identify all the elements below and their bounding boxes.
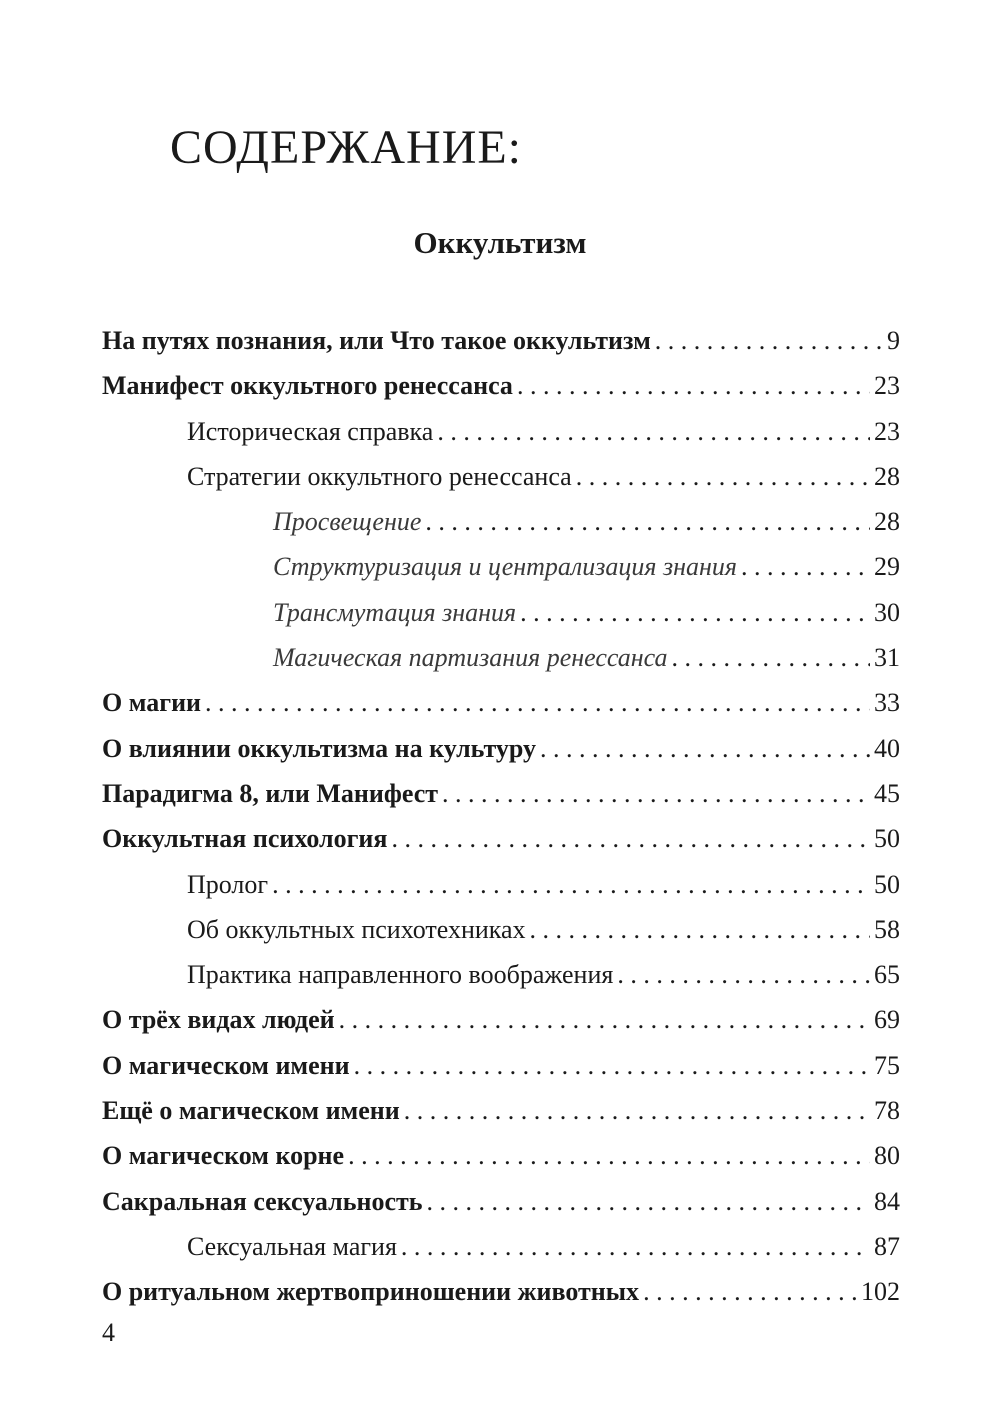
toc-entry-page: 45 [874, 778, 900, 808]
dot-leader [651, 318, 883, 363]
dot-leader [350, 1043, 870, 1088]
toc-entry-page: 102 [861, 1277, 900, 1307]
toc-entry-title: На путях познания, или Что такое оккультизм [102, 326, 651, 355]
toc-entry-page: 65 [874, 960, 900, 990]
page-title: СОДЕРЖАНИЕ: [170, 121, 523, 174]
toc-entry [102, 590, 900, 635]
toc-entry [102, 454, 900, 499]
toc-entry [102, 952, 900, 997]
toc-entry-title: О влиянии оккультизма на культуру [102, 733, 536, 763]
toc-entry [102, 409, 900, 454]
dot-leader [536, 726, 870, 771]
dot-leader [268, 862, 870, 907]
toc-entry [102, 1224, 900, 1269]
dot-leader [421, 499, 870, 544]
toc-entry-title: Сакральная сексуальность [102, 1186, 423, 1216]
dot-leader [668, 635, 870, 680]
toc-entry-title: Об оккультных психотехниках [187, 914, 526, 944]
dot-leader [201, 680, 870, 725]
toc-entry [102, 1179, 900, 1224]
toc-entry-page: 84 [874, 1186, 900, 1216]
toc-entry-page: 29 [874, 552, 900, 582]
toc-entry-title: Трансмутация знания [273, 597, 517, 627]
toc-entry-page: 30 [874, 597, 900, 627]
toc-entry [102, 997, 900, 1042]
toc-entry-title: Историческая справка [187, 416, 434, 446]
dot-leader [639, 1269, 857, 1314]
dot-leader [438, 771, 870, 816]
toc-entry-page: 58 [874, 914, 900, 944]
toc-entry-page: 28 [874, 507, 900, 537]
toc-entry-page: 87 [874, 1231, 900, 1261]
toc-entry-title: Практика направленного воображения [187, 960, 614, 990]
toc-entry-title: Манифест оккультного ренессанса [102, 371, 513, 401]
dot-leader [572, 454, 870, 499]
toc-entry [102, 1269, 900, 1314]
toc-entry [102, 363, 900, 408]
toc-entry-title: О магическом корне [102, 1141, 345, 1171]
toc-entry-title: О магии [102, 688, 202, 718]
dot-leader [526, 907, 870, 952]
toc-entry [102, 862, 900, 907]
toc-entry-page: 78 [874, 1096, 900, 1126]
toc-entry-page: 50 [874, 869, 900, 899]
toc-entry-title: Магическая партизания ренессанса [273, 643, 668, 673]
toc-entry-page: 31 [874, 643, 900, 673]
toc-entry-page: 75 [874, 1050, 900, 1080]
toc-entry-page: 80 [874, 1141, 900, 1171]
dot-leader [335, 997, 870, 1042]
toc-entry [102, 1088, 900, 1133]
toc-entry [102, 544, 900, 589]
toc-entry-page: 40 [874, 733, 900, 763]
dot-leader [516, 590, 870, 635]
dot-leader [397, 1224, 870, 1269]
toc-entry [102, 1133, 900, 1178]
dot-leader [387, 816, 870, 861]
page-number: 4 [102, 1318, 115, 1347]
dot-leader [513, 363, 870, 408]
toc-entry-page: 33 [874, 688, 900, 718]
toc-entry-title: О магическом имени [102, 1050, 350, 1080]
dot-leader [737, 544, 870, 589]
toc-entry [102, 771, 900, 816]
toc-entry-title: Просвещение [273, 507, 422, 537]
dot-leader [613, 952, 870, 997]
toc-entry-title: Парадигма 8, или Манифест [102, 778, 439, 808]
toc-entry [102, 680, 900, 725]
dot-leader [433, 409, 870, 454]
toc-entry-title: Оккультная психология [102, 824, 388, 854]
toc-entry [102, 1043, 900, 1088]
table-of-contents [102, 318, 900, 1315]
toc-entry [102, 635, 900, 680]
toc-entry-page: 23 [874, 371, 900, 401]
section-heading: Оккультизм [413, 225, 587, 260]
toc-entry-title: Стратегии оккультного ренессанса [187, 461, 572, 491]
toc-entry-page: 23 [874, 416, 900, 446]
toc-entry-title: Сексуальная магия [187, 1231, 397, 1261]
toc-entry-title: Ещё о магическом имени [102, 1096, 400, 1126]
dot-leader [423, 1179, 870, 1224]
dot-leader [344, 1133, 870, 1178]
toc-entry-title: Пролог [187, 869, 269, 899]
toc-entry [102, 907, 900, 952]
toc-entry [102, 816, 900, 861]
dot-leader [400, 1088, 870, 1133]
toc-entry [102, 499, 900, 544]
toc-entry-title: О трёх видах людей [102, 1005, 335, 1035]
toc-entry-title: О ритуальном жертвоприношении животных [102, 1277, 640, 1307]
toc-entry [102, 318, 900, 363]
toc-entry-page: 28 [874, 461, 900, 491]
toc-entry-page: 50 [874, 824, 900, 854]
toc-entry-title: Структуризация и централизация знания [273, 552, 738, 582]
toc-entry-page: 9 [887, 326, 900, 355]
toc-entry [102, 726, 900, 771]
toc-entry-page: 69 [874, 1005, 900, 1035]
